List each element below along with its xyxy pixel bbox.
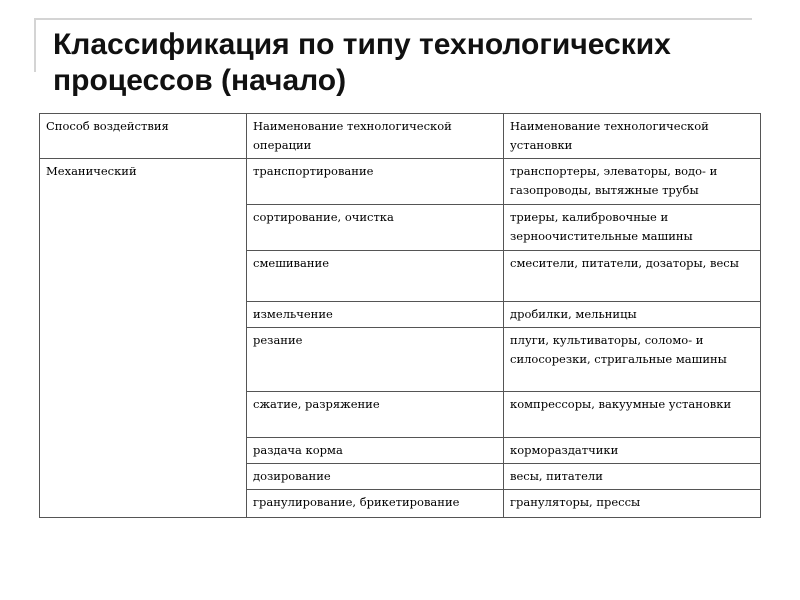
operation-cell: дозирование <box>247 464 504 490</box>
slide-title-line-1: Классификация по типу технологических <box>53 28 671 61</box>
installation-cell: дробилки, мельницы <box>504 302 761 328</box>
header-operation: Наименование технологической операции <box>247 114 504 159</box>
installation-cell: плуги, культиваторы, соломо- и силосорезки, стригальные машины <box>504 328 761 392</box>
operation-cell: измельчение <box>247 302 504 328</box>
operation-cell: раздача корма <box>247 438 504 464</box>
installation-cell: смесители, питатели, дозаторы, весы <box>504 251 761 302</box>
header-installation: Наименование технологической установки <box>504 114 761 159</box>
slide-title <box>53 27 753 99</box>
operation-cell: транспортирование <box>247 159 504 205</box>
operation-cell: резание <box>247 328 504 392</box>
header-method: Способ воздействия <box>40 114 247 159</box>
operation-cell: гранулирование, брикетирование <box>247 490 504 518</box>
operation-cell: сортирование, очистка <box>247 205 504 251</box>
installation-cell: весы, питатели <box>504 464 761 490</box>
process-classification-table <box>39 113 761 518</box>
slide-title-line-2: процессов (начало) <box>53 64 347 97</box>
method-cell: Механический <box>40 159 247 518</box>
operation-cell: сжатие, разряжение <box>247 392 504 438</box>
title-divider-vertical <box>34 18 36 72</box>
installation-cell: транспортеры, элеваторы, водо- и газопроводы, вытяжные трубы <box>504 159 761 205</box>
installation-cell: триеры, калибровочные и зерноочистительные машины <box>504 205 761 251</box>
table-header-row <box>40 114 761 159</box>
title-divider-horizontal <box>34 18 752 20</box>
table-row <box>40 159 761 205</box>
installation-cell: компрессоры, вакуумные установки <box>504 392 761 438</box>
operation-cell: смешивание <box>247 251 504 302</box>
installation-cell: кормораздатчики <box>504 438 761 464</box>
installation-cell: грануляторы, прессы <box>504 490 761 518</box>
